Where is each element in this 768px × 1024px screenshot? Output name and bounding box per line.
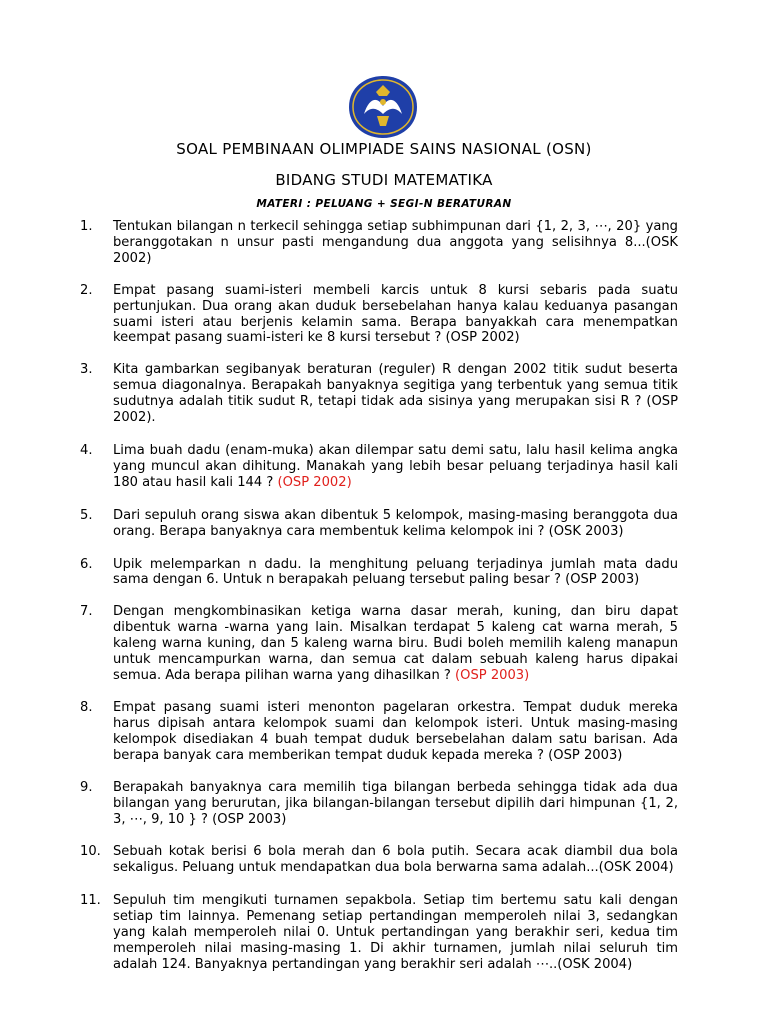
list-item bbox=[80, 283, 678, 347]
problem-number: 3. bbox=[80, 362, 93, 378]
problem-text: Empat pasang suami isteri menonton pagelaran orkestra. Tempat duduk mereka harus dipisah antara kelompok suami dan kelompok isteri. Untuk masing-masing kelompok disediakan 4 buah tempat duduk bersebelahan dalam satu barisan. Ada berapa banyak cara memberikan tempat duduk kepada mereka ? (OSP 2003) bbox=[113, 699, 678, 763]
problem-text: Dengan mengkombinasikan ketiga warna dasar merah, kuning, dan biru dapat dibentuk warna -warna yang lain. Misalkan terdapat 5 kaleng cat warna merah, 5 kaleng warna kuning, dan 5 kaleng warna biru. Budi boleh memilih kaleng manapun untuk mencampurkan warna, dan semua cat dalam sebuah kaleng harus dipakai semua. Ada berapa pilihan warna yang dihasilkan ? bbox=[113, 604, 678, 683]
problem-number: 6. bbox=[80, 556, 93, 572]
list-item bbox=[80, 700, 678, 764]
list-item bbox=[80, 780, 678, 828]
problem-reference: (OSP 2002) bbox=[277, 474, 352, 490]
problem-text: Berapakah banyaknya cara memilih tiga bilangan berbeda sehingga tidak ada dua bilangan yang berurutan, jika bilangan-bilangan tersebut dipilih dari himpunan {1, 2, 3, ⋯, 9, 10 } ? (OSP 2003) bbox=[113, 780, 678, 828]
problem-number: 9. bbox=[80, 780, 93, 796]
problem-text: Lima buah dadu (enam-muka) akan dilempar satu demi satu, lalu hasil kelima angka yang muncul akan dihitung. Manakah yang lebih besar peluang terjadinya hasil kali 180 atau hasil kali 144 ? bbox=[113, 442, 678, 490]
problem-text: Upik melemparkan n dadu. Ia menghitung peluang terjadinya jumlah mata dadu sama dengan 6. Untuk n berapakah peluang tersebut paling besar ? (OSP 2003) bbox=[113, 556, 678, 588]
problem-number: 4. bbox=[80, 442, 93, 458]
problem-list bbox=[80, 219, 678, 973]
tut-wuri-handayani-logo bbox=[346, 74, 420, 140]
topic-heading: MATERI : PELUANG + SEGI-N BERATURAN bbox=[256, 198, 512, 210]
problem-text: Sebuah kotak berisi 6 bola merah dan 6 bola putih. Secara acak diambil dua bola sekaligus. Peluang untuk mendapatkan dua bola berwarna sama adalah...(OSK 2004) bbox=[113, 844, 678, 876]
list-item bbox=[80, 557, 678, 589]
problem-text: Dari sepuluh orang siswa akan dibentuk 5 kelompok, masing-masing beranggota dua orang. Berapa banyaknya cara membentuk kelima kelompok ini ? (OSK 2003) bbox=[113, 507, 678, 539]
list-item bbox=[80, 604, 678, 684]
problem-number: 1. bbox=[80, 219, 93, 234]
list-item bbox=[80, 893, 678, 973]
problem-text: Tentukan bilangan n terkecil sehingga setiap subhimpunan dari {1, 2, 3, ⋯, 20} yang beranggotakan n unsur pasti mengandung dua anggota yang selisihnya 8...(OSK 2002) bbox=[113, 219, 678, 266]
page-title: SOAL PEMBINAAN OLIMPIADE SAINS NASIONAL (OSN) bbox=[176, 140, 592, 158]
page-subtitle: BIDANG STUDI MATEMATIKA bbox=[275, 171, 493, 189]
problem-number: 5. bbox=[80, 507, 93, 523]
problem-number: 2. bbox=[80, 282, 93, 298]
problem-text: Kita gambarkan segibanyak beraturan (reguler) R dengan 2002 titik sudut beserta semua diagonalnya. Berapakah banyaknya segitiga yang terbentuk yang semua titik sudutnya adalah titik sudut R, tetapi tidak ada sisinya yang merupakan sisi R ? (OSP 2002). bbox=[113, 362, 678, 426]
problem-text: Empat pasang suami-isteri membeli karcis untuk 8 kursi sebaris pada suatu pertunjukan. Dua orang akan duduk bersebelahan hanya kalau keduanya pasangan suami isteri atau berjenis kelamin sama. Berapa banyakkah cara menempatkan keempat pasang suami-isteri ke 8 kursi tersebut ? (OSP 2002) bbox=[113, 282, 678, 346]
list-item bbox=[80, 508, 678, 540]
problem-number: 10. bbox=[80, 844, 101, 860]
list-item bbox=[80, 443, 678, 491]
problem-number: 8. bbox=[80, 699, 93, 715]
list-item bbox=[80, 844, 678, 876]
list-item bbox=[80, 219, 678, 267]
problem-reference: (OSP 2003) bbox=[455, 667, 530, 683]
problem-number: 7. bbox=[80, 604, 93, 620]
list-item bbox=[80, 362, 678, 426]
problem-text: Sepuluh tim mengikuti turnamen sepakbola. Setiap tim bertemu satu kali dengan setiap tim lainnya. Pemenang setiap pertandingan memperoleh nilai 3, sedangkan yang kalah memperoleh nilai 0. Untuk pertandingan yang berakhir seri, kedua tim memperoleh nilai masing-masing 1. Di akhir turnamen, jumlah nilai seluruh tim adalah 124. Banyaknya pertandingan yang berakhir seri adalah ⋯..(OSK 2004) bbox=[113, 893, 678, 972]
problem-number: 11. bbox=[80, 893, 101, 908]
